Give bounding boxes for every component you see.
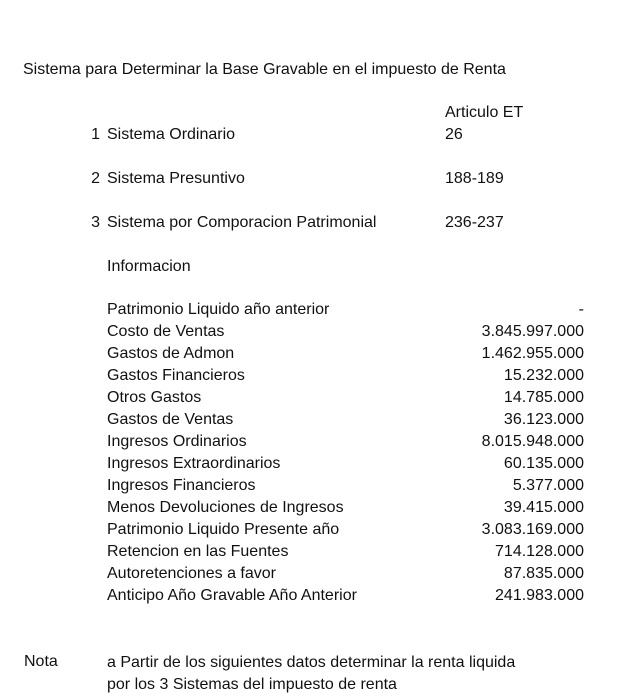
sistema-3-number: 3 xyxy=(91,214,100,231)
info-row-value: 5.377.000 xyxy=(512,477,584,494)
info-row-value: 60.135.000 xyxy=(503,455,584,472)
nota-text xyxy=(107,652,587,696)
sistema-1-articulo: 26 xyxy=(445,126,463,143)
info-row-label: Retencion en las Fuentes xyxy=(107,543,289,560)
info-row-value: 714.128.000 xyxy=(495,543,584,560)
info-row-label: Ingresos Financieros xyxy=(107,477,256,494)
sistema-1-label: Sistema Ordinario xyxy=(107,126,236,143)
info-row-label: Patrimonio Liquido año anterior xyxy=(107,301,330,318)
sistema-2-number: 2 xyxy=(91,170,100,187)
info-row-label: Ingresos Extraordinarios xyxy=(107,455,281,472)
sistema-2-label: Sistema Presuntivo xyxy=(107,170,245,187)
nota-label: Nota xyxy=(24,653,58,670)
info-row-label: Gastos de Admon xyxy=(107,345,235,362)
info-row-label: Patrimonio Liquido Presente año xyxy=(107,521,340,538)
sistema-3-label: Sistema por Comporacion Patrimonial xyxy=(107,214,377,231)
info-row-value: 241.983.000 xyxy=(495,587,584,604)
info-row-label: Menos Devoluciones de Ingresos xyxy=(107,499,344,516)
info-row-value: 36.123.000 xyxy=(503,411,584,428)
info-row-value: 15.232.000 xyxy=(503,367,584,384)
info-row-value: 1.462.955.000 xyxy=(481,345,584,362)
sistema-1-number: 1 xyxy=(91,126,100,143)
articulo-header: Articulo ET xyxy=(445,104,524,121)
sistema-3-articulo: 236-237 xyxy=(445,214,504,231)
info-row-value: 87.835.000 xyxy=(503,565,584,582)
info-row-value: 3.083.169.000 xyxy=(481,521,584,538)
info-row-label: Gastos Financieros xyxy=(107,367,245,384)
info-row-label: Costo de Ventas xyxy=(107,323,225,340)
info-row-value: - xyxy=(578,301,584,318)
info-row-label: Autoretenciones a favor xyxy=(107,565,276,582)
informacion-title: Informacion xyxy=(107,258,191,275)
info-row-value: 39.415.000 xyxy=(503,499,584,516)
info-row-label: Gastos de Ventas xyxy=(107,411,234,428)
nota-line-2: por los 3 Sistemas del impuesto de renta xyxy=(107,676,397,693)
sistema-2-articulo: 188-189 xyxy=(445,170,504,187)
document-title: Sistema para Determinar la Base Gravable en el impuesto de Renta xyxy=(23,61,506,78)
info-row-value: 3.845.997.000 xyxy=(481,323,584,340)
info-row-label: Ingresos Ordinarios xyxy=(107,433,247,450)
info-row-label: Otros Gastos xyxy=(107,389,202,406)
nota-line-1: a Partir de los siguientes datos determinar la renta liquida xyxy=(107,654,516,671)
info-row-value: 14.785.000 xyxy=(503,389,584,406)
info-row-label: Anticipo Año Gravable Año Anterior xyxy=(107,587,357,604)
info-row-value: 8.015.948.000 xyxy=(481,433,584,450)
